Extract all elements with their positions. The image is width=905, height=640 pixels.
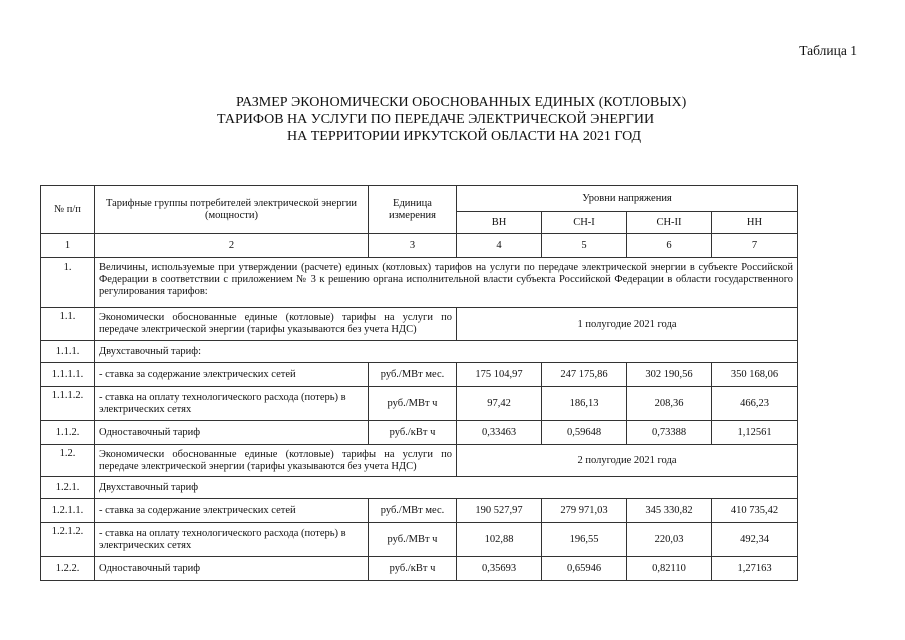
col-number: 5 [542, 234, 627, 258]
row-description: - ставка на оплату технологического расхода (потерь) в электрических сетях [95, 523, 369, 557]
table-row [41, 387, 798, 421]
value-sn2: 345 330,82 [627, 499, 712, 523]
col-number: 4 [457, 234, 542, 258]
row-unit: руб./кВт ч [369, 421, 457, 445]
tariff-table [40, 185, 798, 581]
header-num: № п/п [41, 186, 95, 234]
value-nn: 466,23 [712, 387, 798, 421]
value-vn: 190 527,97 [457, 499, 542, 523]
row-number: 1.2.1.2. [41, 523, 95, 557]
table-row [41, 445, 798, 477]
value-sn2: 0,73388 [627, 421, 712, 445]
header-vn: ВН [457, 212, 542, 234]
row-number: 1.1.1.2. [41, 387, 95, 421]
header-unit: Единица измерения [369, 186, 457, 234]
value-nn: 1,27163 [712, 557, 798, 581]
title-line-1: РАЗМЕР ЭКОНОМИЧЕСКИ ОБОСНОВАННЫХ ЕДИНЫХ (КОТЛОВЫХ) [236, 95, 687, 110]
title-line-2: ТАРИФОВ НА УСЛУГИ ПО ПЕРЕДАЧЕ ЭЛЕКТРИЧЕСКОЙ ЭНЕРГИИ [217, 112, 655, 127]
table-row [41, 557, 798, 581]
row-description: - ставка за содержание электрических сетей [95, 363, 369, 387]
row-number: 1.1.1.1. [41, 363, 95, 387]
value-vn: 97,42 [457, 387, 542, 421]
table-row [41, 341, 798, 363]
row-description: Одноставочный тариф [95, 421, 369, 445]
row-unit: руб./МВт ч [369, 387, 457, 421]
value-nn: 410 735,42 [712, 499, 798, 523]
col-number: 3 [369, 234, 457, 258]
header-sn2: СН-II [627, 212, 712, 234]
row-unit: руб./МВт ч [369, 523, 457, 557]
column-number-row [41, 234, 798, 258]
row-description: Экономически обоснованные единые (котловые) тарифы на услуги по передаче электрической энергии (тарифы указываются без учета НДС) [95, 308, 457, 341]
header-sn1: СН-I [542, 212, 627, 234]
value-sn2: 302 190,56 [627, 363, 712, 387]
row-unit: руб./МВт мес. [369, 363, 457, 387]
col-number: 2 [95, 234, 369, 258]
table-row [41, 308, 798, 341]
row-description: Двухставочный тариф: [95, 341, 798, 363]
value-sn1: 196,55 [542, 523, 627, 557]
col-number: 6 [627, 234, 712, 258]
row-number: 1.2. [41, 445, 95, 477]
col-number: 1 [41, 234, 95, 258]
row-description: - ставка на оплату технологического расхода (потерь) в электрических сетях [95, 387, 369, 421]
header-nn: НН [712, 212, 798, 234]
value-nn: 1,12561 [712, 421, 798, 445]
value-vn: 175 104,97 [457, 363, 542, 387]
value-nn: 492,34 [712, 523, 798, 557]
value-vn: 102,88 [457, 523, 542, 557]
row-number: 1.1. [41, 308, 95, 341]
period-label: 2 полугодие 2021 года [457, 445, 798, 477]
table-row [41, 523, 798, 557]
value-sn1: 0,65946 [542, 557, 627, 581]
value-vn: 0,35693 [457, 557, 542, 581]
period-label: 1 полугодие 2021 года [457, 308, 798, 341]
value-sn1: 247 175,86 [542, 363, 627, 387]
row-number: 1.2.1. [41, 477, 95, 499]
header-group: Тарифные группы потребителей электрической энергии (мощности) [95, 186, 369, 234]
value-sn1: 0,59648 [542, 421, 627, 445]
row-description: Величины, используемые при утверждении (расчете) единых (котловых) тарифов на услуги по передаче электрической энергии в субъекте Российской Федерации в соответствии с приложением № 3 к решению органа исполнительной власти субъекта Российской Федерации в области государственного регулирования тарифов: [95, 258, 798, 308]
title-line-3: НА ТЕРРИТОРИИ ИРКУТСКОЙ ОБЛАСТИ НА 2021 ГОД [287, 129, 642, 144]
value-sn2: 208,36 [627, 387, 712, 421]
row-number: 1.2.1.1. [41, 499, 95, 523]
row-number: 1. [41, 258, 95, 308]
header-voltage-levels: Уровни напряжения [457, 186, 798, 212]
row-unit: руб./МВт мес. [369, 499, 457, 523]
table-row [41, 499, 798, 523]
table-row [41, 421, 798, 445]
value-sn2: 0,82110 [627, 557, 712, 581]
row-description: Двухставочный тариф [95, 477, 798, 499]
table-row [41, 258, 798, 308]
value-sn1: 279 971,03 [542, 499, 627, 523]
value-vn: 0,33463 [457, 421, 542, 445]
value-sn2: 220,03 [627, 523, 712, 557]
row-description: Одноставочный тариф [95, 557, 369, 581]
table-row [41, 477, 798, 499]
row-number: 1.1.2. [41, 421, 95, 445]
table-row [41, 363, 798, 387]
row-description: Экономически обоснованные единые (котловые) тарифы на услуги по передаче электрической энергии (тарифы указываются без учета НДС) [95, 445, 457, 477]
row-number: 1.2.2. [41, 557, 95, 581]
row-number: 1.1.1. [41, 341, 95, 363]
table-number-label: Таблица 1 [799, 43, 857, 58]
value-nn: 350 168,06 [712, 363, 798, 387]
col-number: 7 [712, 234, 798, 258]
row-description: - ставка за содержание электрических сетей [95, 499, 369, 523]
value-sn1: 186,13 [542, 387, 627, 421]
row-unit: руб./кВт ч [369, 557, 457, 581]
